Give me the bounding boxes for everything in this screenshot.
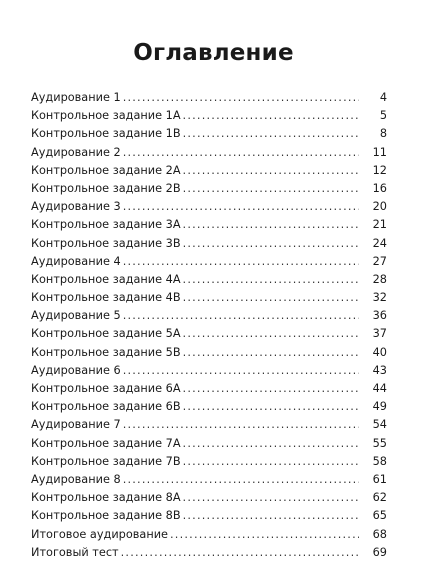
toc-entry-label: Контрольное задание 2A <box>31 163 181 177</box>
toc-leader-dots <box>123 362 359 380</box>
toc-entry <box>31 125 387 143</box>
toc-leader-dots <box>183 125 359 143</box>
toc-entry-label: Контрольное задание 6A <box>31 382 181 395</box>
toc-entry-page-number: 58 <box>372 454 387 468</box>
toc-leader-dots <box>123 198 359 216</box>
toc-entry-page-number: 40 <box>372 345 387 359</box>
toc-leader-dots <box>183 289 359 307</box>
toc-entry-label: Контрольное задание 5B <box>31 345 181 359</box>
toc-entry-page-number: 37 <box>372 327 387 341</box>
toc-entry-label: Аудирование 3 <box>31 200 121 214</box>
toc-entry <box>31 289 387 307</box>
toc-entry-page-number: 49 <box>372 400 387 414</box>
toc-entry-page-number: 43 <box>372 363 387 377</box>
toc-entry-label: Аудирование 1 <box>31 91 121 104</box>
toc-entry-label: Аудирование 4 <box>31 254 121 268</box>
toc-entry <box>31 144 387 162</box>
toc-entry-page-number: 8 <box>379 127 387 141</box>
toc-leader-dots <box>123 253 359 271</box>
toc-entry <box>31 344 387 362</box>
toc-entry-page-number: 5 <box>379 109 387 123</box>
toc-entry-page-number: 65 <box>372 509 387 523</box>
toc-leader-dots <box>123 89 359 107</box>
toc-leader-dots <box>183 216 359 234</box>
toc-leader-dots <box>183 271 359 289</box>
toc-entry <box>31 362 387 380</box>
toc-entry-label: Контрольное задание 4B <box>31 291 181 305</box>
toc-leader-dots <box>183 180 359 198</box>
toc-entry <box>31 216 387 234</box>
toc-entry-label: Итоговое аудирование <box>31 527 169 541</box>
toc-entry <box>31 526 387 544</box>
toc-entry-label: Контрольное задание 6B <box>31 400 181 414</box>
toc-entry-page-number: 62 <box>372 491 387 505</box>
toc-leader-dots <box>183 235 359 253</box>
toc-entry-label: Аудирование 2 <box>31 145 121 159</box>
toc-entry <box>31 198 387 216</box>
toc-entry-page-number: 61 <box>372 472 387 486</box>
toc-entry <box>31 253 387 271</box>
toc-entry <box>31 453 387 471</box>
toc-entry-label: Контрольное задание 3B <box>31 236 181 250</box>
toc-entry-page-number: 27 <box>372 254 387 268</box>
toc-entry-label: Аудирование 8 <box>31 472 121 486</box>
toc-entry-label: Контрольное задание 4A <box>31 272 181 286</box>
toc-entry-page-number: 4 <box>379 91 387 104</box>
toc-entry-label: Контрольное задание 8A <box>31 491 181 505</box>
toc-entry-label: Контрольное задание 5A <box>31 327 181 341</box>
toc-leader-dots <box>183 398 359 416</box>
toc-entry <box>31 544 387 562</box>
toc-entry <box>31 435 387 453</box>
toc-entry-page-number: 44 <box>372 382 387 395</box>
toc-entry <box>31 107 387 125</box>
toc-entry-label: Контрольное задание 3A <box>31 218 181 232</box>
toc-entry <box>31 307 387 325</box>
toc-entry <box>31 162 387 180</box>
toc-leader-dots <box>121 544 359 562</box>
toc-entry-label: Контрольное задание 7B <box>31 454 181 468</box>
toc-leader-dots <box>183 325 359 343</box>
toc-leader-dots <box>123 144 359 162</box>
toc-entry-page-number: 69 <box>372 545 387 559</box>
toc-entry <box>31 507 387 525</box>
toc-entry-page-number: 32 <box>372 291 387 305</box>
toc-entry <box>31 471 387 489</box>
toc-entry-page-number: 21 <box>372 218 387 232</box>
toc-leader-dots <box>123 471 359 489</box>
toc-entry-label: Аудирование 7 <box>31 418 121 432</box>
toc-leader-dots <box>183 380 359 398</box>
toc-leader-dots <box>123 307 359 325</box>
toc-leader-dots <box>183 162 359 180</box>
toc-leader-dots <box>123 416 359 434</box>
toc-leader-dots <box>183 453 359 471</box>
toc-leader-dots <box>183 507 359 525</box>
toc-entry-page-number: 36 <box>372 309 387 323</box>
toc-entry <box>31 398 387 416</box>
toc-entry-label: Аудирование 6 <box>31 363 121 377</box>
toc-entry-page-number: 11 <box>372 145 387 159</box>
toc-entry-page-number: 54 <box>372 418 387 432</box>
toc-entry-page-number: 20 <box>372 200 387 214</box>
toc-entry-page-number: 55 <box>372 436 387 450</box>
toc-entry-label: Контрольное задание 1B <box>31 127 181 141</box>
toc-entry-label: Итоговый тест <box>31 545 119 559</box>
page-title: Оглавление <box>133 40 294 66</box>
toc-entry <box>31 325 387 343</box>
toc-entry-page-number: 12 <box>372 163 387 177</box>
toc-entry <box>31 89 387 107</box>
toc-leader-dots <box>183 489 359 507</box>
toc-entry <box>31 235 387 253</box>
toc-entry-page-number: 16 <box>372 181 387 195</box>
toc-entry-label: Контрольное задание 2B <box>31 181 181 195</box>
toc-leader-dots <box>183 107 359 125</box>
toc-entry <box>31 380 387 398</box>
toc-entry-page-number: 68 <box>372 527 387 541</box>
toc-entry <box>31 416 387 434</box>
toc-entry-label: Контрольное задание 8B <box>31 509 181 523</box>
toc-leader-dots <box>170 526 359 544</box>
toc-entry-label: Контрольное задание 1A <box>31 109 181 123</box>
toc-entry-page-number: 24 <box>372 236 387 250</box>
toc-entry-label: Контрольное задание 7A <box>31 436 181 450</box>
toc-entry <box>31 489 387 507</box>
toc-entry <box>31 271 387 289</box>
toc-entry-label: Аудирование 5 <box>31 309 121 323</box>
table-of-contents <box>31 89 387 562</box>
toc-leader-dots <box>183 344 359 362</box>
toc-entry-page-number: 28 <box>372 272 387 286</box>
toc-leader-dots <box>183 435 359 453</box>
toc-entry <box>31 180 387 198</box>
